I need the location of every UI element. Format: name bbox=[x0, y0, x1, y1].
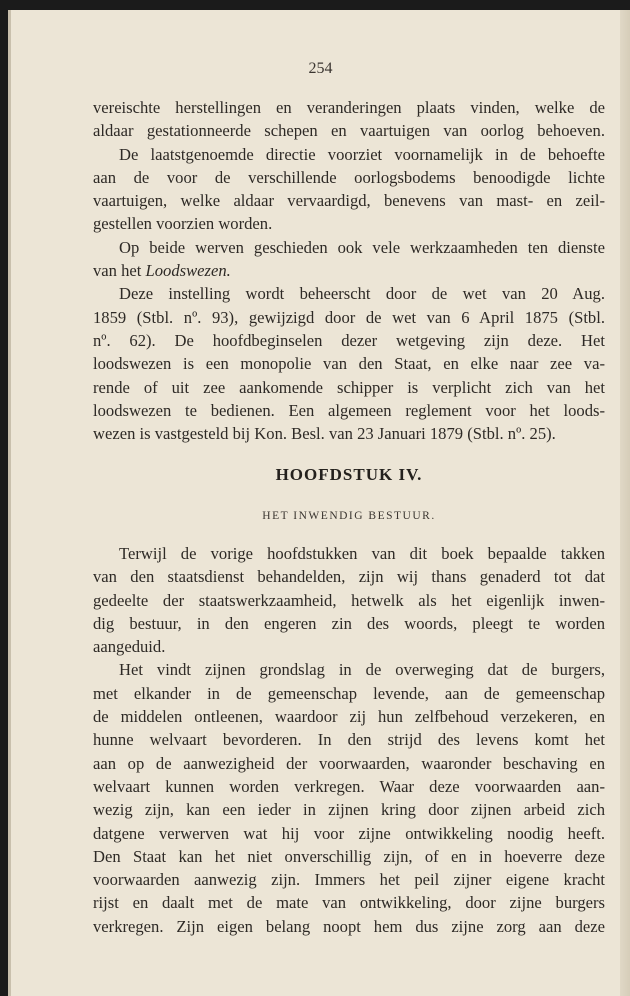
text-line: nº. 62). De hoofdbeginselen dezer wetgeving zijn deze. Het bbox=[93, 330, 605, 350]
text-line: vaartuigen, welke aldaar vervaardigd, benevens van mast- en zeil- bbox=[93, 191, 605, 211]
page-spine-shadow bbox=[620, 10, 630, 996]
text-line: loodswezen te bedienen. Een algemeen reglement voor het loods- bbox=[93, 400, 605, 420]
text-line: voorwaarden aanwezig zijn. Immers het peil zijner eigene kracht bbox=[93, 870, 605, 890]
text-line: vereischte herstellingen en veranderingen plaats vinden, welke de bbox=[93, 98, 605, 117]
text-line: wezig zijn, kan een ieder in zijnen kring door zijnen arbeid zich bbox=[93, 800, 605, 820]
top-paragraphs bbox=[93, 96, 605, 445]
page-number: 254 bbox=[308, 60, 333, 77]
text-line: Deze instelling wordt beheerscht door de wet van 20 Aug. bbox=[119, 284, 605, 304]
text-line: verkregen. Zijn eigen belang noopt hem dus zijne zorg aan deze bbox=[93, 916, 605, 936]
text-line: Het vindt zijnen grondslag in de overweging dat de burgers, bbox=[119, 660, 605, 680]
text-line: aangeduid. bbox=[93, 637, 166, 657]
chapter-subtitle: HET INWENDIG BESTUUR. bbox=[262, 510, 436, 522]
chapter-title: HOOFDSTUK IV. bbox=[275, 465, 423, 484]
text-line: welvaart kunnen worden verkregen. Waar deze voorwaarden aan- bbox=[93, 776, 605, 796]
text-line: aldaar gestationneerde schepen en vaartuigen van oorlog behoeven. bbox=[93, 121, 605, 141]
text-line: loodswezen is een monopolie van den Staat, en elke naar zee va- bbox=[93, 354, 605, 374]
text-line: gedeelte der staatswerkzaamheid, hetwelk als het eigenlijk inwen- bbox=[93, 590, 605, 610]
text-line: van het Loodswezen. bbox=[93, 261, 231, 281]
text-line: met elkander in de gemeenschap levende, aan de gemeenschap bbox=[93, 683, 605, 703]
text-line: De laatstgenoemde directie voorziet voornamelijk in de behoefte bbox=[119, 144, 605, 164]
text-line: wezen is vastgesteld bij Kon. Besl. van 23 Januari 1879 (Stbl. nº. 25). bbox=[93, 424, 556, 444]
text-line: datgene verwerven wat hij voor zijne ontwikkeling noodig heeft. bbox=[93, 823, 605, 843]
text-line: Op beide werven geschieden ook vele werkzaamheden ten dienste bbox=[119, 237, 605, 257]
text-line: dig bestuur, in den engeren zin des woords, pleegt te worden bbox=[93, 613, 605, 633]
text-line: 1859 (Stbl. nº. 93), gewijzigd door de wet van 6 April 1875 (Stbl. bbox=[93, 307, 605, 327]
book-page bbox=[8, 10, 630, 996]
text-line: Terwijl de vorige hoofdstukken van dit boek bepaalde takken bbox=[119, 544, 605, 563]
text-line: Den Staat kan het niet onverschillig zijn, of en in hoeverre deze bbox=[93, 846, 605, 866]
chapter-body bbox=[93, 542, 605, 938]
text-line: hunne welvaart bevorderen. In den strijd des levens komt het bbox=[93, 730, 605, 750]
italic-term: Loodswezen. bbox=[145, 261, 231, 281]
text-line: gestellen voorzien worden. bbox=[93, 214, 273, 234]
text-line: de middelen ontleenen, waardoor zij hun zelfbehoud verzekeren, en bbox=[93, 707, 605, 727]
text-line: aan op de aanwezigheid der voorwaarden, waaronder beschaving en bbox=[93, 753, 605, 773]
text-line: aan de voor de verschillende oorlogsbodems benoodigde lichte bbox=[93, 167, 605, 187]
text-line: rijst en daalt met de mate van ontwikkeling, door zijne burgers bbox=[93, 893, 605, 913]
text-line: van den staatsdienst behandelden, zijn wij thans genaderd tot dat bbox=[93, 567, 605, 587]
text-line: rende of uit zee aankomende schipper is verplicht zich van het bbox=[93, 377, 605, 397]
